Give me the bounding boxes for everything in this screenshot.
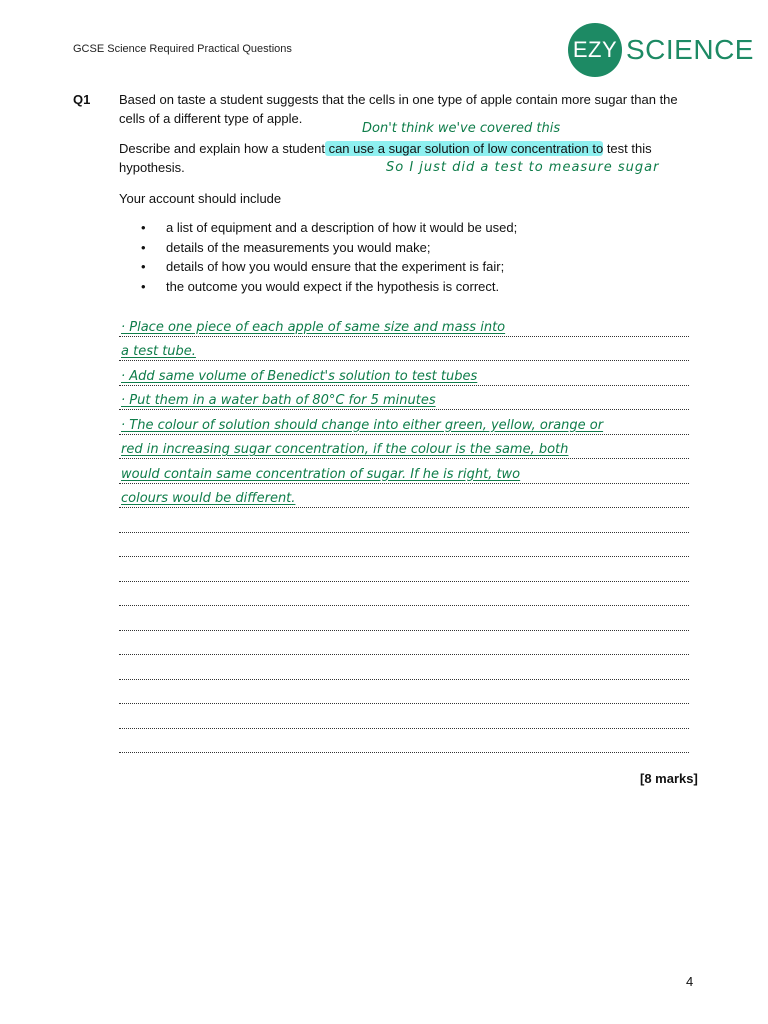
answer-line[interactable]	[119, 533, 689, 558]
answer-text: a test tube.	[121, 344, 196, 359]
list-item: • a list of equipment and a description of how it would be used;	[119, 218, 517, 238]
answer-line[interactable]	[119, 312, 689, 337]
answer-line[interactable]	[119, 631, 689, 656]
task-text-before: Describe and explain how a student	[119, 141, 325, 156]
question-number: Q1	[73, 92, 91, 107]
highlighted-text: can use a sugar solution of low concentration to	[324, 141, 604, 156]
logo-word: SCIENCE	[626, 34, 754, 65]
answer-line[interactable]	[119, 361, 689, 386]
answer-text: colours would be different.	[121, 491, 296, 506]
answer-text: · Put them in a water bath of 80°C for 5 minutes	[121, 393, 436, 408]
task-text-after: test this hypothesis.	[119, 141, 652, 175]
answer-text: · Add same volume of Benedict's solution to test tubes	[121, 368, 478, 384]
answer-text: · Place one piece of each apple of same size and mass into	[121, 319, 506, 335]
answer-line[interactable]	[119, 655, 689, 680]
marks-label: [8 marks]	[640, 771, 698, 786]
list-item: • details of how you would ensure that the experiment is fair;	[119, 257, 517, 277]
answer-lines	[119, 312, 689, 753]
question-intro: Based on taste a student suggests that the cells in one type of apple contain more sugar than the cells of a different type of apple.	[119, 92, 678, 126]
page-number: 4	[686, 974, 694, 989]
answer-line[interactable]	[119, 557, 689, 582]
handwritten-note-1: Don't think we've covered this	[362, 121, 561, 136]
answer-text: · The colour of solution should change into either green, yellow, orange or	[121, 417, 604, 433]
answer-line[interactable]	[119, 435, 689, 460]
answer-line[interactable]	[119, 508, 689, 533]
list-item: • the outcome you would expect if the hypothesis is correct.	[119, 277, 517, 297]
answer-line[interactable]	[119, 459, 689, 484]
answer-line[interactable]	[119, 606, 689, 631]
header-title: GCSE Science Required Practical Questions	[73, 43, 292, 55]
account-label: Your account should include	[119, 191, 282, 206]
answer-text: would contain same concentration of sugar. If he is right, two	[121, 466, 521, 482]
answer-line[interactable]	[119, 484, 689, 509]
answer-line[interactable]	[119, 582, 689, 607]
handwritten-note-2: So I just did a test to measure sugar	[386, 160, 660, 175]
answer-line[interactable]	[119, 729, 689, 754]
answer-line[interactable]	[119, 410, 689, 435]
answer-line[interactable]	[119, 704, 689, 729]
answer-text: red in increasing sugar concentration, if the colour is the same, both	[121, 442, 569, 457]
list-item: • details of the measurements you would make;	[119, 238, 517, 258]
answer-line[interactable]	[119, 386, 689, 411]
ezy-science-logo	[568, 24, 754, 76]
requirements-list	[119, 218, 517, 297]
logo-mark: EZY	[568, 23, 622, 77]
answer-line[interactable]	[119, 680, 689, 705]
answer-line[interactable]	[119, 337, 689, 362]
